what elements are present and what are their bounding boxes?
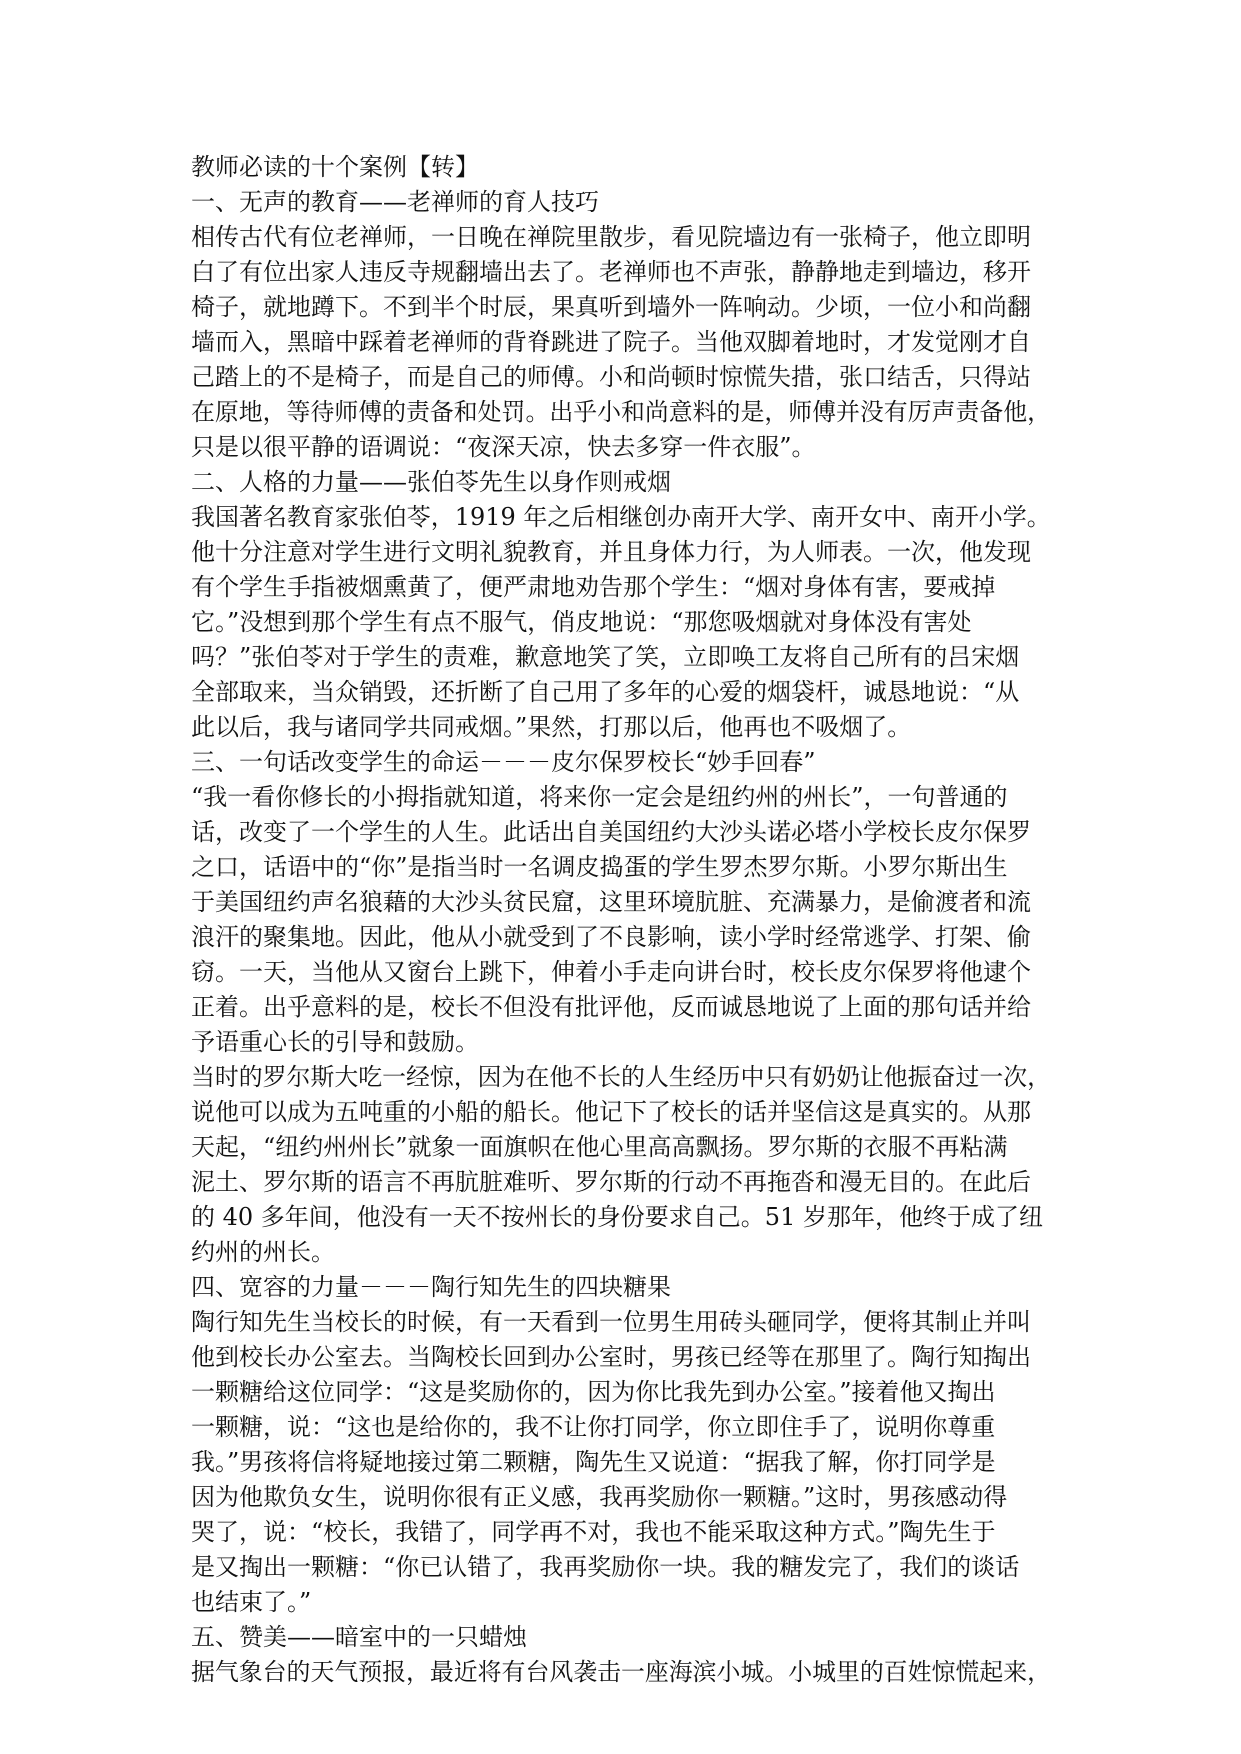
text-line: 我。”男孩将信将疑地接过第二颗糖，陶先生又说道：“据我了解，你打同学是 (191, 1448, 996, 1476)
text-line: 二、人格的力量——张伯苓先生以身作则戒烟 (191, 468, 671, 496)
text-line: 吗？”张伯苓对于学生的责难，歉意地笑了笑，立即唤工友将自己所有的吕宋烟 (191, 643, 1020, 671)
text-line: 因为他欺负女生，说明你很有正义感，我再奖励你一颗糖。”这时，男孩感动得 (191, 1483, 1008, 1511)
text-line: 他十分注意对学生进行文明礼貌教育，并且身体力行，为人师表。一次，他发现 (191, 538, 1031, 566)
text-line: 我国著名教育家张伯苓，1919 年之后相继创办南开大学、南开女中、南开小学。 (191, 503, 1051, 531)
text-line: 天起，“纽约州州长”就象一面旗帜在他心里高高飘扬。罗尔斯的衣服不再粘满 (191, 1133, 1008, 1161)
text-line: 窃。一天，当他从又窗台上跳下，伸着小手走向讲台时，校长皮尔保罗将他逮个 (191, 958, 1031, 986)
text-line: 约州的州长。 (191, 1238, 335, 1266)
text-line: 正着。出乎意料的是，校长不但没有批评他，反而诚恳地说了上面的那句话并给 (191, 993, 1031, 1021)
text-line: 椅子，就地蹲下。不到半个时辰，果真听到墙外一阵响动。少顷，一位小和尚翻 (191, 293, 1031, 321)
text-line: 哭了，说：“校长，我错了，同学再不对，我也不能采取这种方式。”陶先生于 (191, 1518, 996, 1546)
text-line: 相传古代有位老禅师，一日晚在禅院里散步，看见院墙边有一张椅子，他立即明 (191, 223, 1031, 251)
text-line: 此以后，我与诸同学共同戒烟。”果然，打那以后，他再也不吸烟了。 (191, 713, 912, 741)
text-line: 有个学生手指被烟熏黄了，便严肃地劝告那个学生：“烟对身体有害，要戒掉 (191, 573, 996, 601)
document-title: 教师必读的十个案例【转】 (191, 153, 479, 181)
text-line: 只是以很平静的语调说：“夜深天凉，快去多穿一件衣服”。 (191, 433, 816, 461)
text-line: 是又掏出一颗糖：“你已认错了，我再奖励你一块。我的糖发完了，我们的谈话 (191, 1553, 1020, 1581)
text-line: 它。”没想到那个学生有点不服气，俏皮地说：“那您吸烟就对身体没有害处 (191, 608, 972, 636)
text-line: 据气象台的天气预报，最近将有台风袭击一座海滨小城。小城里的百姓惊慌起来， (191, 1658, 1051, 1686)
text-line: 的 40 多年间，他没有一天不按州长的身份要求自己。51 岁那年，他终于成了纽 (191, 1203, 1043, 1231)
document-body (191, 150, 1051, 1690)
text-line: 他到校长办公室去。当陶校长回到办公室时，男孩已经等在那里了。陶行知掏出 (191, 1343, 1031, 1371)
text-line: 陶行知先生当校长的时候，有一天看到一位男生用砖头砸同学，便将其制止并叫 (191, 1308, 1031, 1336)
text-line: 墙而入，黑暗中踩着老禅师的背脊跳进了院子。当他双脚着地时，才发觉刚才自 (191, 328, 1031, 356)
text-line: 一、无声的教育——老禅师的育人技巧 (191, 188, 599, 216)
text-line: 话，改变了一个学生的人生。此话出自美国纽约大沙头诺必塔小学校长皮尔保罗 (191, 818, 1031, 846)
text-line: 全部取来，当众销毁，还折断了自己用了多年的心爱的烟袋杆，诚恳地说：“从 (191, 678, 1020, 706)
text-line: 也结束了。” (191, 1588, 312, 1616)
text-line: 己踏上的不是椅子，而是自己的师傅。小和尚顿时惊慌失措，张口结舌，只得站 (191, 363, 1031, 391)
text-line: 泥土、罗尔斯的语言不再肮脏难听、罗尔斯的行动不再拖沓和漫无目的。在此后 (191, 1168, 1031, 1196)
text-line: 于美国纽约声名狼藉的大沙头贫民窟，这里环境肮脏、充满暴力，是偷渡者和流 (191, 888, 1031, 916)
text-line: 当时的罗尔斯大吃一经惊，因为在他不长的人生经历中只有奶奶让他振奋过一次， (191, 1063, 1051, 1091)
text-line: 在原地，等待师傅的责备和处罚。出乎小和尚意料的是，师傅并没有厉声责备他， (191, 398, 1051, 426)
text-line: 一颗糖给这位同学：“这是奖励你的，因为你比我先到办公室。”接着他又掏出 (191, 1378, 996, 1406)
text-line: 白了有位出家人违反寺规翻墙出去了。老禅师也不声张，静静地走到墙边，移开 (191, 258, 1031, 286)
text-line: 之口，话语中的“你”是指当时一名调皮捣蛋的学生罗杰罗尔斯。小罗尔斯出生 (191, 853, 1008, 881)
text-line: 浪汗的聚集地。因此，他从小就受到了不良影响，读小学时经常逃学、打架、偷 (191, 923, 1031, 951)
text-line: 予语重心长的引导和鼓励。 (191, 1028, 479, 1056)
text-line: 一颗糖，说：“这也是给你的，我不让你打同学，你立即住手了，说明你尊重 (191, 1413, 996, 1441)
text-line: 四、宽容的力量－－－陶行知先生的四块糖果 (191, 1273, 671, 1301)
text-line: “我一看你修长的小拇指就知道，将来你一定会是纽约州的州长”，一句普通的 (191, 783, 1008, 811)
text-line: 五、赞美——暗室中的一只蜡烛 (191, 1623, 527, 1651)
text-line: 三、一句话改变学生的命运－－－皮尔保罗校长“妙手回春” (191, 748, 816, 776)
text-line: 说他可以成为五吨重的小船的船长。他记下了校长的话并坚信这是真实的。从那 (191, 1098, 1031, 1126)
